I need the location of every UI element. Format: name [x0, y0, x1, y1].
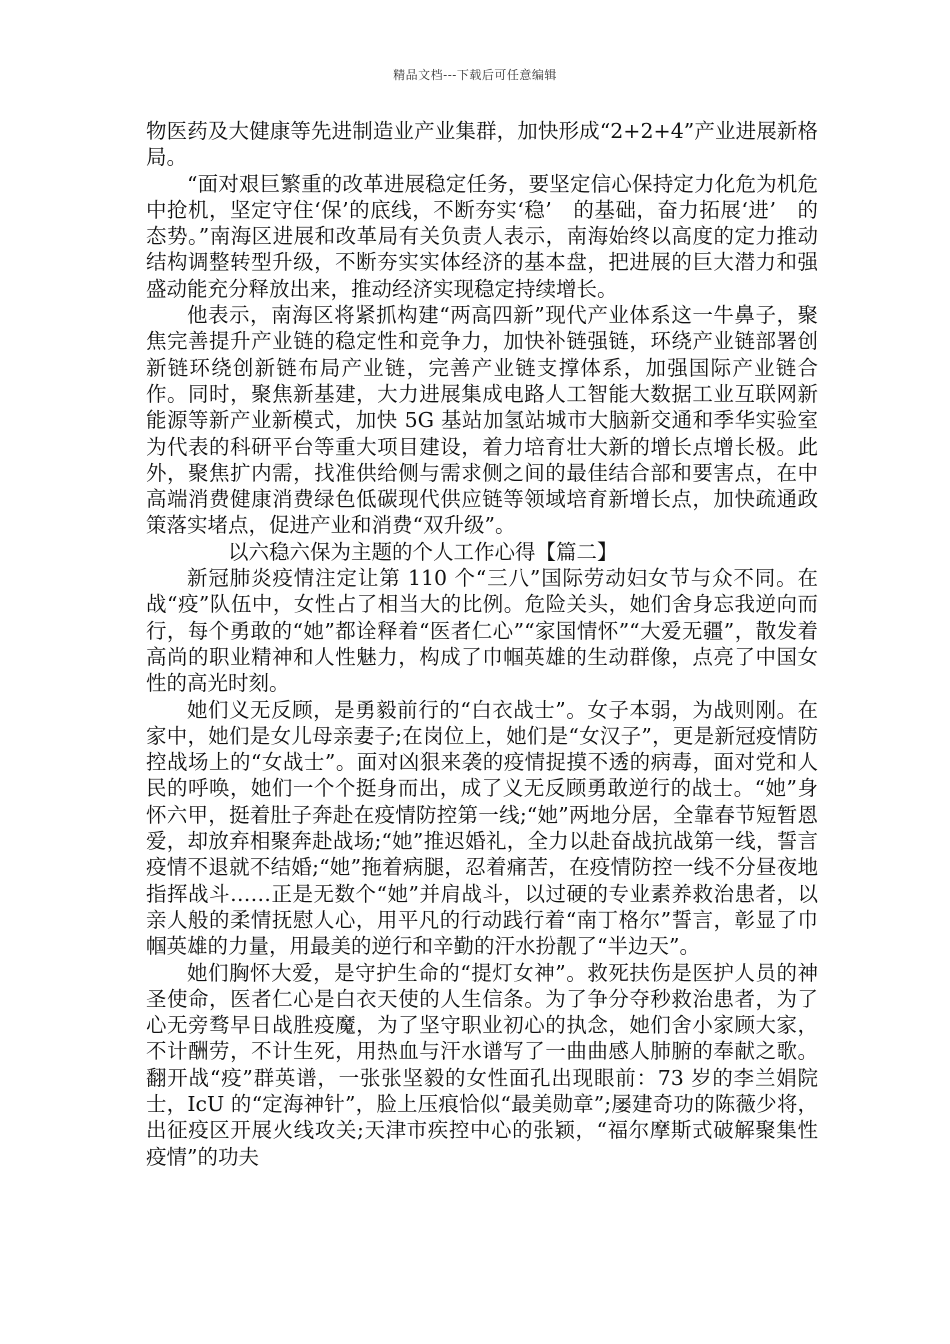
paragraph-white-coat-warriors: 她们义无反顾，是勇毅前行的“白衣战士”。女子本弱，为战则刚。在家中，她们是女儿母亲妻子;在岗位上，她们是“女汉子”，更是新冠疫情防控战场上的“女战士”。面对凶狠来袭的疫情捉摸不透的病毒，面对党和人民的呼唤，她们一个个挺身而出，成了义无反顾勇敢逆行的战士。“她”身怀六甲，挺着肚子奔赴在疫情防控第一线;“她”两地分居，全靠春节短暂恩爱，却放弃相聚奔赴战场;“她”推迟婚礼，全力以赴奋战抗战第一线，誓言疫情不退就不结婚;“她”拖着病腿，忍着痛苦，在疫情防控一线不分昼夜地指挥战斗……正是无数个“她”并肩战斗，以过硬的专业素养救治患者，以亲人般的柔情抚慰人心，用平凡的行动践行着“南丁格尔”誓言，彰显了巾帼英雄的力量，用最美的逆行和辛勤的汗水扮靓了“半边天”。	[146, 697, 818, 959]
document-body	[146, 118, 818, 1170]
paragraph-industry: 他表示，南海区将紧抓构建“两高四新”现代产业体系这一牛鼻子，聚焦完善提升产业链的稳定性和竞争力，加快补链强链，环绕产业链部署创新链环绕创新链布局产业链，完善产业链支撑体系，加强国际产业链合作。同时，聚焦新基建，大力进展集成电路人工智能大数据工业互联网新能源等新产业新模式，加快 5G 基站加氢站城市大脑新交通和季华实验室为代表的科研平台等重大项目建设，着力培育壮大新的增长点增长极。此外，聚焦扩内需，找准供给侧与需求侧之间的最佳结合部和要害点，在中高端消费健康消费绿色低碳现代供应链等领域培育新增长点，加快疏通政策落实堵点，促进产业和消费“双升级”。	[146, 303, 818, 538]
section-title: 以六稳六保为主题的个人工作心得【篇二】	[228, 539, 618, 564]
paragraph-quote: “面对艰巨繁重的改革进展稳定任务，要坚定信心保持定力化危为机危中抢机，坚定守住‘保’的底线，不断夯实‘稳’ 的基础，奋力拓展‘进’ 的态势。”南海区进展和改革局有关负责人表示，南海始终以高度的定力推动结构调整转型升级，不断夯实实体经济的基本盘，把进展的巨大潜力和强盛动能充分释放出来，推动经济实现稳定持续增长。	[146, 171, 818, 301]
paragraph-womens-day: 新冠肺炎疫情注定让第 110 个“三八”国际劳动妇女节与众不同。在战“疫”队伍中，女性占了相当大的比例。危险关头，她们舍身忘我逆向而行，每个勇敢的“她”都诠释着“医者仁心”“家国情怀”“大爱无疆”，散发着高尚的职业精神和人性魅力，构成了巾帼英雄的生动群像，点亮了中国女性的高光时刻。	[146, 566, 818, 696]
page-header: 精品文档---下载后可任意编辑	[393, 68, 557, 82]
paragraph-lamp-goddess: 她们胸怀大爱，是守护生命的“提灯女神”。救死扶伤是医护人员的神圣使命，医者仁心是白衣天使的人生信条。为了争分夺秒救治患者，为了心无旁骛早日战胜疫魔，为了坚守职业初心的执念，她们舍小家顾大家，不计酬劳，不计生死，用热血与汗水谱写了一曲曲感人肺腑的奉献之歌。翻开战“疫”群英谱，一张张坚毅的女性面孔出现眼前：73 岁的李兰娟院士，IcU 的“定海神针”，脸上压痕恰似“最美勋章”;屡建奇功的陈薇少将，出征疫区开展火线攻关;天津市疾控中心的张颖，“福尔摩斯式破解聚集性疫情”的功夫	[146, 960, 818, 1169]
paragraph-continuation: 物医药及大健康等先进制造业产业集群，加快形成“2+2+4”产业进展新格局。	[146, 119, 818, 170]
